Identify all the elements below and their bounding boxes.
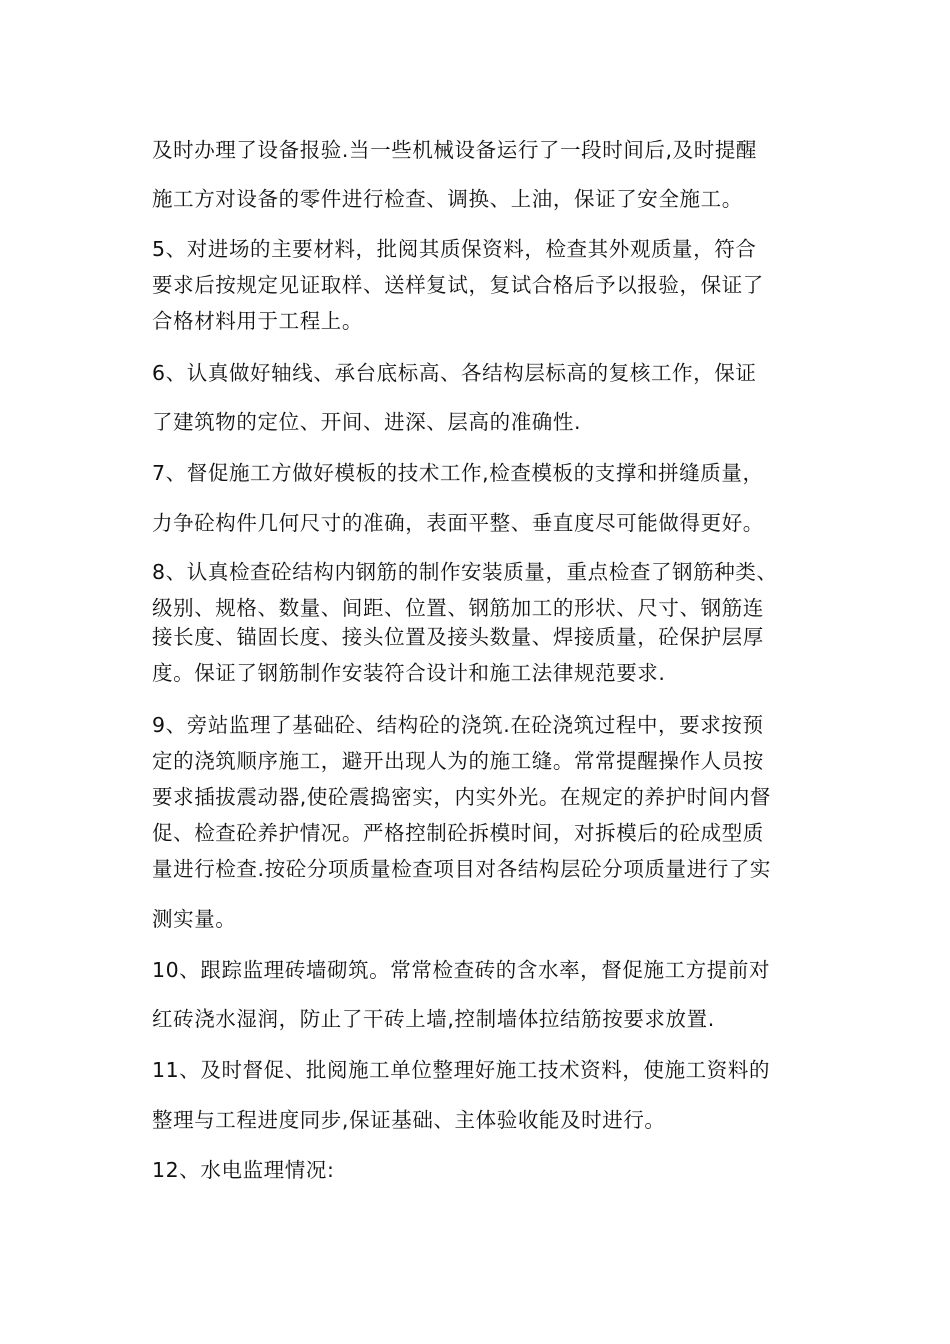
- text-line: 8、认真检查砼结构内钢筋的制作安装质量，重点检查了钢筋种类、: [152, 560, 778, 584]
- text-line: 整理与工程进度同步,保证基础、主体验收能及时进行。: [152, 1108, 666, 1132]
- text-line: 红砖浇水湿润，防止了干砖上墙,控制墙体拉结筋按要求放置.: [152, 1007, 715, 1031]
- text-line: 6、认真做好轴线、承台底标高、各结构层标高的复核工作，保证: [152, 361, 757, 385]
- text-line: 度。保证了钢筋制作安装符合设计和施工法律规范要求.: [152, 661, 666, 685]
- text-line: 合格材料用于工程上。: [152, 309, 363, 333]
- text-line: 11、及时督促、批阅施工单位整理好施工技术资料，使施工资料的: [152, 1058, 771, 1082]
- text-line: 7、督促施工方做好模板的技术工作,检查模板的支撑和拼缝质量，: [152, 461, 764, 485]
- text-line: 及时办理了设备报验.当一些机械设备运行了一段时间后,及时提醒: [152, 138, 758, 162]
- text-line: 促、检查砼养护情况。严格控制砼拆模时间，对拆模后的砼成型质: [152, 821, 764, 845]
- text-line: 施工方对设备的零件进行检查、调换、上油，保证了安全施工。: [152, 187, 743, 211]
- text-line: 级别、规格、数量、间距、位置、钢筋加工的形状、尺寸、钢筋连: [152, 596, 764, 620]
- text-line: 9、旁站监理了基础砼、结构砼的浇筑.在砼浇筑过程中，要求按预: [152, 713, 764, 737]
- text-line: 测实量。: [152, 907, 237, 931]
- text-line: 10、跟踪监理砖墙砌筑。常常检查砖的含水率，督促施工方提前对: [152, 958, 771, 982]
- text-line: 定的浇筑顺序施工，避开出现人为的施工缝。常常提醒操作人员按: [152, 749, 764, 773]
- text-line: 要求后按规定见证取样、送样复试，复试合格后予以报验，保证了: [152, 273, 764, 297]
- text-line: 力争砼构件几何尺寸的准确，表面平整、垂直度尽可能做得更好。: [152, 511, 764, 535]
- text-line: 5、对进场的主要材料，批阅其质保资料，检查其外观质量，符合: [152, 237, 757, 261]
- text-line: 接长度、锚固长度、接头位置及接头数量、焊接质量，砼保护层厚: [152, 625, 764, 649]
- text-line: 12、水电监理情况:: [152, 1158, 335, 1182]
- text-line: 量进行检查.按砼分项质量检查项目对各结构层砼分项质量进行了实: [152, 857, 772, 881]
- text-line: 了建筑物的定位、开间、进深、层高的准确性.: [152, 410, 582, 434]
- text-line: 要求插拔震动器,使砼震捣密实，内实外光。在规定的养护时间内督: [152, 785, 772, 809]
